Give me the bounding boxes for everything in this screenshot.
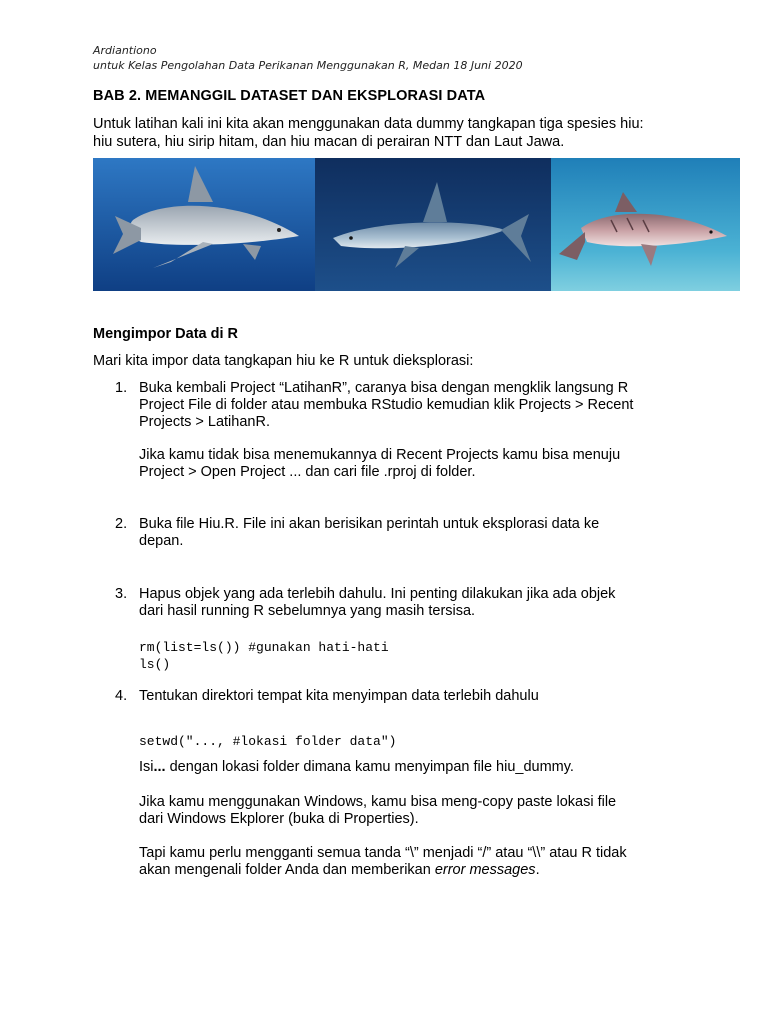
- chapter-title: BAB 2. MEMANGGIL DATASET DAN EKSPLORASI DATA: [93, 88, 486, 104]
- tiger-shark-photo: [551, 158, 740, 291]
- tapi-error-messages: error messages: [434, 862, 536, 878]
- silky-shark-photo: [93, 158, 315, 291]
- step-number: 2.: [115, 516, 128, 532]
- step-line: Project File di folder atau membuka RStudio kemudian klik Projects > Recent: [139, 397, 634, 413]
- code-line: ls(): [139, 657, 171, 672]
- step-number: 1.: [115, 380, 128, 396]
- tapi-prefix: akan mengenali folder Anda dan memberikan: [139, 862, 435, 878]
- step-2: [115, 516, 675, 550]
- windows-line: dari Windows Ekplorer (buka di Properties).: [139, 811, 419, 827]
- isi-prefix: Isi: [139, 759, 154, 775]
- step-line: Buka file Hiu.R. File ini akan berisikan perintah untuk eksplorasi data ke: [139, 516, 600, 532]
- windows-paragraph: [139, 794, 679, 828]
- silky-shark-image: [93, 158, 315, 291]
- step-4: [115, 688, 675, 705]
- isi-rest: dengan lokasi folder dimana kamu menyimpan file hiu_dummy.: [165, 759, 574, 775]
- lead-paragraph: Mari kita impor data tangkapan hiu ke R untuk dieksplorasi:: [93, 353, 474, 369]
- header-subtitle: untuk Kelas Pengolahan Data Perikanan Menggunakan R, Medan 18 Juni 2020: [93, 59, 523, 72]
- step-number: 4.: [115, 688, 128, 704]
- note-line: Jika kamu tidak bisa menemukannya di Recent Projects kamu bisa menuju: [139, 447, 621, 463]
- step-line: Tentukan direktori tempat kita menyimpan data terlebih dahulu: [139, 688, 539, 704]
- isi-paragraph: [139, 759, 679, 776]
- step-line: Projects > LatihanR.: [139, 414, 270, 430]
- step-line: Hapus objek yang ada terlebih dahulu. Ini penting dilakukan jika ada objek: [139, 586, 616, 602]
- intro-paragraph: Untuk latihan kali ini kita akan menggunakan data dummy tangkapan tiga spesies hiu: hiu sutera, hiu sirip hitam, dan hiu macan di perairan NTT dan Laut Jawa.: [93, 116, 644, 150]
- tapi-paragraph: [139, 845, 679, 879]
- section-title: Mengimpor Data di R: [93, 326, 239, 342]
- step-1-note: [139, 447, 679, 481]
- tapi-line: Tapi kamu perlu mengganti semua tanda “\” menjadi “/” atau “\\” atau R tidak: [139, 845, 627, 861]
- header-author: Ardiantiono: [93, 44, 157, 57]
- blacktip-shark-image: [315, 158, 551, 291]
- blacktip-shark-photo: [315, 158, 551, 291]
- step-1: [115, 380, 675, 431]
- step-text: [139, 586, 675, 620]
- step-line: dari hasil running R sebelumnya yang masih tersisa.: [139, 603, 476, 619]
- note-line: Project > Open Project ... dan cari file .rproj di folder.: [139, 464, 476, 480]
- shark-photo-strip: [93, 158, 740, 291]
- windows-line: Jika kamu menggunakan Windows, kamu bisa meng-copy paste lokasi file: [139, 794, 617, 810]
- step-number: 3.: [115, 586, 128, 602]
- tapi-suffix: .: [535, 862, 540, 878]
- step-line: depan.: [139, 533, 184, 549]
- code-line: rm(list=ls()) #gunakan hati-hati: [139, 640, 389, 655]
- step-text: [139, 380, 675, 431]
- isi-ellipsis: ...: [153, 759, 166, 775]
- step-3: [115, 586, 675, 620]
- code-block-setwd: setwd("..., #lokasi folder data"): [139, 734, 397, 749]
- step-text: [139, 516, 675, 550]
- code-block-rm: [139, 639, 389, 673]
- step-line: Buka kembali Project “LatihanR”, caranya bisa dengan mengklik langsung R: [139, 380, 629, 396]
- tiger-shark-image: [551, 158, 740, 291]
